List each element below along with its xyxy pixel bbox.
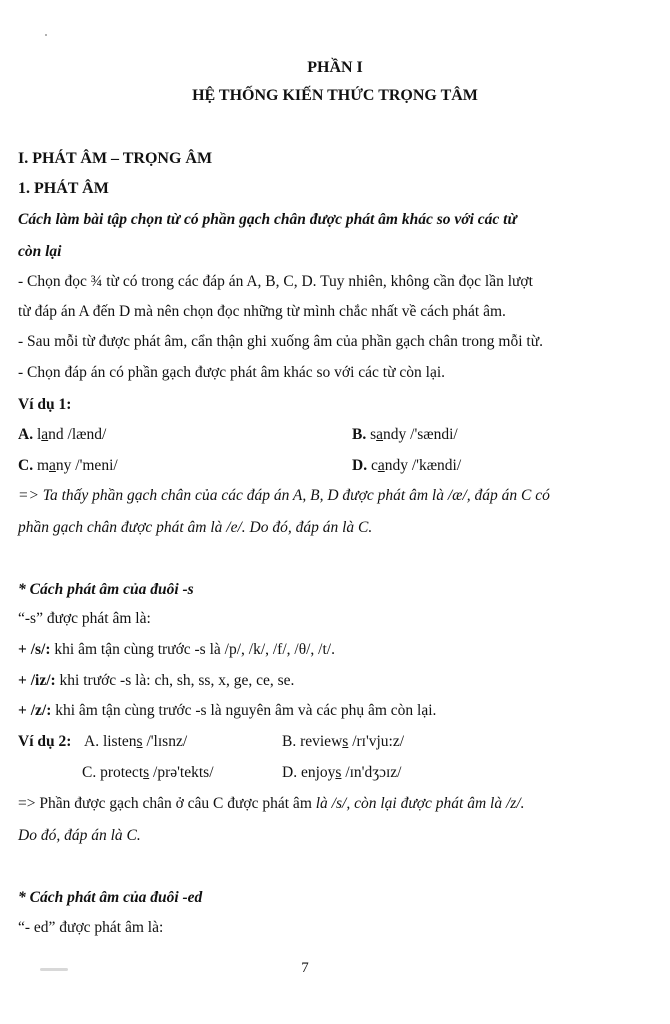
s-rule-2 — [18, 671, 294, 691]
word-pre: c — [370, 457, 378, 474]
explanation-italic: là /s/, còn lại được phát âm là /z/. — [315, 795, 525, 812]
part-title: HỆ THỐNG KIẾN THỨC TRỌNG TÂM — [192, 87, 478, 104]
rule-text: khi trước -s là: ch, sh, ss, x, ge, ce, se. — [55, 672, 295, 689]
underlined-letter: s — [136, 733, 143, 750]
word-post: nd /lænd/ — [48, 426, 107, 443]
scan-speck — [45, 34, 47, 36]
method-step1-line1: - Chọn đọc ¾ từ có trong các đáp án A, B, C, D. Tuy nhiên, không cần đọc lần lượt — [18, 273, 533, 290]
example2-option-d — [282, 763, 401, 783]
example1-option-c — [18, 456, 118, 476]
rule-label: + /z/: — [18, 702, 52, 719]
example2-label: Ví dụ 2: — [18, 733, 72, 750]
option-letter: B. — [352, 426, 367, 443]
rule-label: + /iz/: — [18, 672, 56, 689]
part-label: PHẦN I — [307, 59, 363, 76]
method-title-line1: Cách làm bài tập chọn từ có phần gạch chân được phát âm khác so với các từ — [18, 211, 517, 228]
section-heading: I. PHÁT ÂM – TRỌNG ÂM — [18, 150, 213, 167]
word-pre: s — [370, 426, 377, 443]
option-letter: D. — [352, 457, 368, 474]
method-step2: - Sau mỗi từ được phát âm, cẩn thận ghi xuống âm của phần gạch chân trong mỗi từ. — [18, 333, 543, 350]
option-letter: C. — [18, 457, 34, 474]
s-ending-title: * Cách phát âm của đuôi -s — [18, 581, 194, 598]
s-ending-intro: “-s” được phát âm là: — [18, 610, 151, 627]
word-post: ny /'meni/ — [55, 457, 118, 474]
example2-option-c — [82, 763, 214, 783]
underlined-letter: s — [335, 764, 342, 781]
subsection-heading: 1. PHÁT ÂM — [18, 180, 109, 197]
word-pre: B. review — [282, 733, 343, 750]
word-post: ndy /'kændi/ — [384, 457, 462, 474]
underlined-letter: a — [376, 426, 384, 443]
rule-text: khi âm tận cùng trước -s là nguyên âm và các phụ âm còn lại. — [51, 702, 437, 719]
example2-explanation-line1 — [18, 794, 525, 814]
word-pre: C. protect — [82, 764, 144, 781]
word-pre: m — [36, 457, 50, 474]
explanation-text: => Phần được gạch chân ở câu C được phát âm — [18, 795, 316, 812]
rule-label: + /s/: — [18, 641, 51, 658]
page-number: 7 — [301, 960, 309, 976]
underlined-letter: s — [342, 733, 349, 750]
example2-option-b — [282, 732, 404, 752]
s-rule-3 — [18, 701, 436, 721]
word-pre: D. enjoy — [282, 764, 336, 781]
word-post: /prə'tekts/ — [149, 764, 214, 781]
word-pre: A. listen — [84, 733, 137, 750]
word-post: ndy /'sændi/ — [383, 426, 458, 443]
example1-explanation-line1: => Ta thấy phần gạch chân của các đáp án A, B, D được phát âm là /æ/, đáp án C có — [18, 487, 550, 504]
word-pre: l — [36, 426, 42, 443]
example2-explanation-line2: Do đó, đáp án là C. — [18, 827, 141, 844]
example1-option-d — [352, 456, 461, 476]
example1-label: Ví dụ 1: — [18, 396, 72, 413]
underlined-letter: s — [143, 764, 150, 781]
ed-ending-title: * Cách phát âm của đuôi -ed — [18, 889, 203, 906]
underlined-letter: a — [49, 457, 56, 474]
word-post: /'lɪsnz/ — [142, 733, 188, 750]
method-step3: - Chọn đáp án có phần gạch được phát âm khác so với các từ còn lại. — [18, 364, 446, 381]
option-letter: A. — [18, 426, 34, 443]
method-title-line2: còn lại — [18, 243, 62, 260]
s-rule-1 — [18, 640, 335, 660]
method-step1-line2: từ đáp án A đến D mà nên chọn đọc những từ mình chắc nhất về cách phát âm. — [18, 303, 506, 320]
underlined-letter: a — [41, 426, 49, 443]
example1-option-b — [352, 425, 458, 445]
word-post: /rɪ'vju:z/ — [348, 733, 405, 750]
rule-text: khi âm tận cùng trước -s là /p/, /k/, /f/, /θ/, /t/. — [50, 641, 335, 658]
example2-option-a — [84, 732, 187, 752]
ed-ending-intro: “- ed” được phát âm là: — [18, 919, 164, 936]
example1-explanation-line2: phần gạch chân được phát âm là /e/. Do đó, đáp án là C. — [18, 519, 373, 536]
word-post: /ɪn'dʒɔɪz/ — [341, 764, 402, 781]
example1-option-a — [18, 425, 106, 445]
underlined-letter: a — [377, 457, 385, 474]
